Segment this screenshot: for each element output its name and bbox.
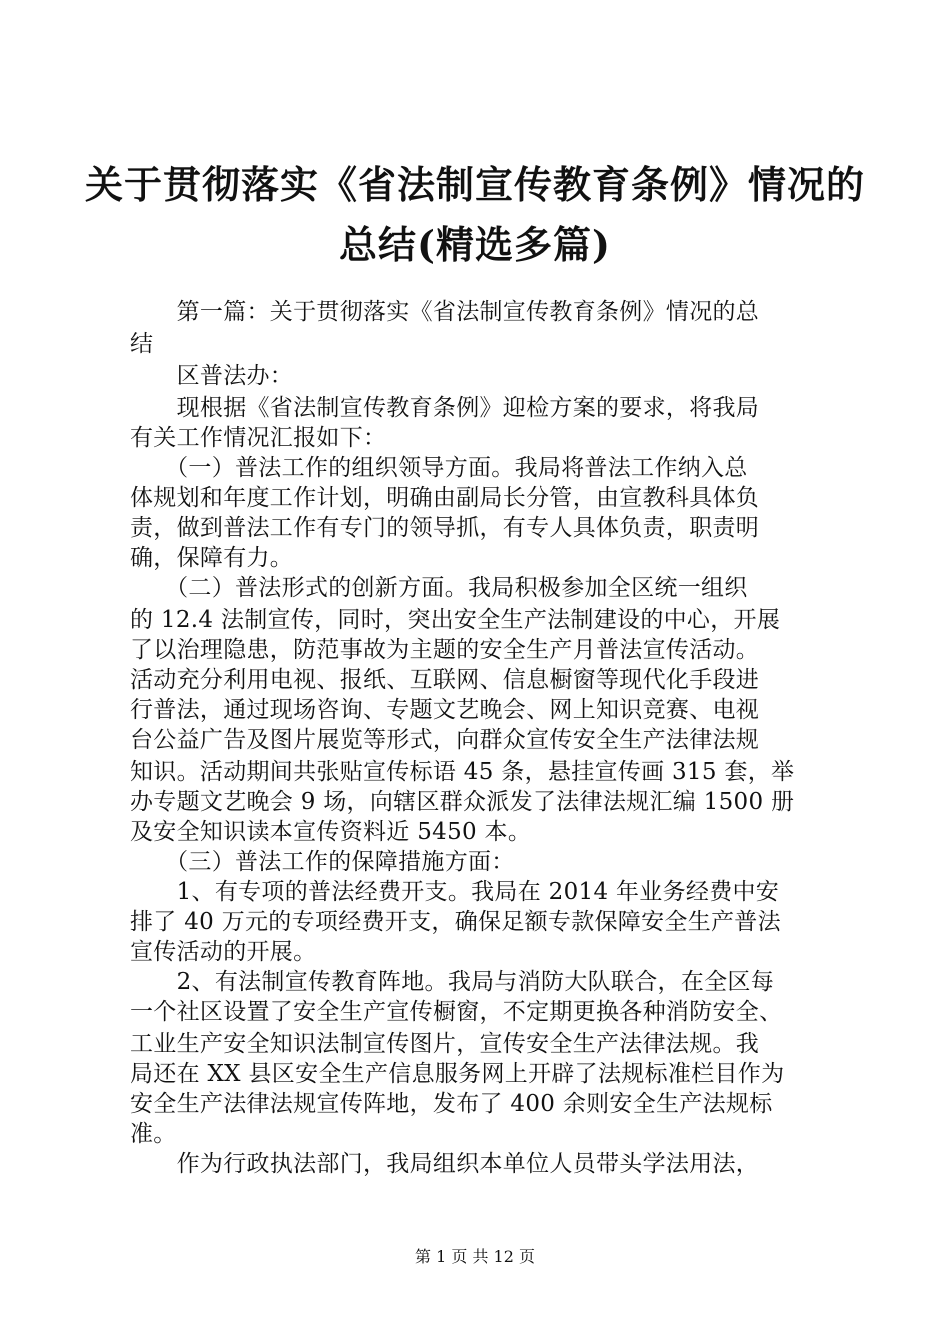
- body-text-line: 安全生产法律法规宣传阵地，发布了 400 余则安全生产法规标: [130, 1091, 773, 1117]
- body-text-line: 办专题文艺晚会 9 场，向辖区群众派发了法律法规汇编 1500 册: [130, 789, 795, 815]
- body-text-line: （二）普法形式的创新方面。我局积极参加全区统一组织: [130, 575, 748, 601]
- page-number-footer: 第 1 页 共 12 页: [415, 1247, 535, 1266]
- body-text-line: 第一篇：关于贯彻落实《省法制宣传教育条例》情况的总: [130, 299, 760, 325]
- body-text-line: 活动充分利用电视、报纸、互联网、信息橱窗等现代化手段进: [130, 667, 760, 693]
- body-text-line: 准。: [130, 1121, 177, 1147]
- body-text-line: 知识。活动期间共张贴宣传标语 45 条，悬挂宣传画 315 套，举: [130, 759, 795, 785]
- body-text-line: 宣传活动的开展。: [130, 939, 317, 965]
- body-text-line: 现根据《省法制宣传教育条例》迎检方案的要求，将我局: [130, 395, 760, 421]
- body-text-line: 台公益广告及图片展览等形式，向群众宣传安全生产法律法规: [130, 727, 760, 753]
- body-text-line: 及安全知识读本宣传资料近 5450 本。: [130, 819, 532, 845]
- body-text-line: 1、有专项的普法经费开支。我局在 2014 年业务经费中安: [130, 879, 780, 905]
- body-text-line: 作为行政执法部门，我局组织本单位人员带头学法用法，: [130, 1151, 760, 1177]
- document-title-line-1: 关于贯彻落实《省法制宣传教育条例》情况的: [84, 162, 865, 207]
- body-text-line: 结: [130, 331, 154, 357]
- body-text-line: （一）普法工作的组织领导方面。我局将普法工作纳入总: [130, 455, 748, 481]
- body-text-line: 了以治理隐患，防范事故为主题的安全生产月普法宣传活动。: [130, 637, 760, 663]
- body-text-line: 的 12.4 法制宣传，同时，突出安全生产法制建设的中心，开展: [130, 607, 781, 633]
- body-text-line: 工业生产安全知识法制宣传图片，宣传安全生产法律法规。我: [130, 1031, 760, 1057]
- body-text-line: 有关工作情况汇报如下：: [130, 425, 387, 451]
- body-text-line: 行普法，通过现场咨询、专题文艺晚会、网上知识竞赛、电视: [130, 697, 760, 723]
- document-title-line-2: 总结(精选多篇): [339, 222, 611, 267]
- body-text-line: 2、有法制宣传教育阵地。我局与消防大队联合，在全区每: [130, 969, 775, 995]
- body-text-line: 责，做到普法工作有专门的领导抓，有专人具体负责，职责明: [130, 515, 760, 541]
- body-text-line: 一个社区设置了安全生产宣传橱窗，不定期更换各种消防安全、: [130, 999, 783, 1025]
- body-text-line: 排了 40 万元的专项经费开支，确保足额专款保障安全生产普法: [130, 909, 781, 935]
- body-text-line: 确，保障有力。: [130, 545, 294, 571]
- body-text-line: 局还在 XX 县区安全生产信息服务网上开辟了法规标准栏目作为: [130, 1061, 785, 1087]
- body-text-line: 区普法办：: [130, 363, 294, 389]
- body-text-line: （三）普法工作的保障措施方面：: [130, 849, 515, 875]
- body-text-line: 体规划和年度工作计划，明确由副局长分管，由宣教科具体负: [130, 485, 760, 511]
